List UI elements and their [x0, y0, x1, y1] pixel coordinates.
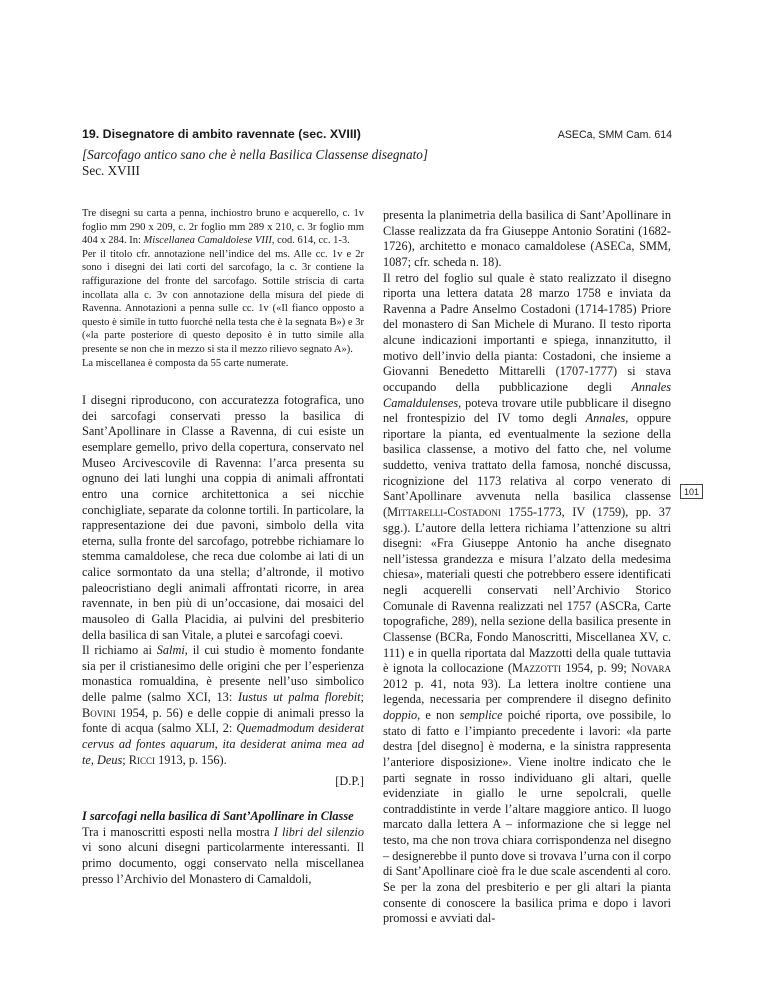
right-paragraph-2: Il retro del foglio sul quale è stato realizzato il disegno riporta una lettera datata 28 marzo 1758 e inviata da Ravenna a Padre Anselmo Costadoni (1714-1785) Priore del monastero di San Michele di Murano. Il testo riporta alcune indicazioni importanti e spiega, innanzitutto, il motivo dell’invio della pianta: Costadoni, che insieme a Giovanni Benedetto Mittarelli (1707-1777) si stava occupando della pubblicazione degli Annales Camaldulenses, poteva trovare utile pubblicare il disegno nel frontespizio del IV tomo degli Annales, oppure riportare la pianta, ed eventualmente la sezione della basilica classense, a motivo del fatto che, nel volume suddetto, veniva trattato della famosa, nonché discussa, ricognizione del 1173 relativa al corpo venerato di Sant’Apollinare avvenuta nella basilica classense (Mittarelli-Costadoni 1755-1773, IV (1759), pp. 37 sgg.). L’autore della lettera richiama l’attenzione su altri disegni: «Fra Giuseppe Antonio ha anche disegnato nell’istessa grandezza e misura l’alzato della medesima chiesa», materiali questi che potrebbero essere identificati negli acquerelli conservati nell’Archivio Storico Comunale di Ravenna realizzati nel 1757 (ASCRa, Carte topografiche, 289), nella sezione della basilica presente in Classense (BCRa, Fondo Manoscritti, Miscellanea XV, c. 111) e in quella riportata dal Mazzotti della quale tuttavia è ignota la collocazione (Mazzotti 1954, p. 99; Novara 2012 p. 41, nota 93). La lettera inoltre contiene una legenda, necessaria per comprendere il disegno definito doppio, e non semplice poiché riporta, ove possibile, lo stato di fatto e l’impianto precedente i lavori: «la parte destra [del disegno] è moderna, e la sinistra rappresenta l’anteriore disposizione». Viene inoltre indicato che le parti segnate in rosso individuano gli altari, quelle evidenziate in giallo le urne sepolcrali, quelle contraddistinte in verde l’altare maggiore antico. Il luogo marcato dalla lettera A – informazione che si legge nel testo, ma che non trova chiara corrispondenza nel disegno – designerebbe il punto dove si trovava l’urna con il corpo di Sant’Apollinare cioè fra le due scale ascendenti al coro. Se per la zona del presbiterio e per gli altari la pianta consente di conoscere la basilica prima e dopo i lavori promossi e avviati dal- — [383, 270, 672, 926]
archive-reference: ASECa, SMM Cam. 614 — [557, 129, 672, 141]
desc-paragraph-1: Tre disegni su carta a penna, inchiostro bruno e acquerello, c. 1v foglio mm 290 x 209, c. 2r foglio mm 289 x 210, c. 3r foglio mm 404 x 284. In: Miscellanea Camaldolese VIII, cod. 614, cc. 1-3. — [82, 208, 364, 247]
right-paragraph-1: presenta la planimetria della basilica di Sant’Apollinare in Classe realizzata da fra Giuseppe Antonio Soratini (1682-1726), architetto e monaco camaldolese (ASECa, SMM, 1087; cfr. scheda n. 18). — [383, 208, 671, 269]
title-row — [82, 127, 672, 141]
desc-paragraph-2: Per il titolo cfr. annotazione nell’indice del ms. Alle cc. 1v e 2r sono i disegni dei lati corti del sarcofago, la c. 3r contiene la raffigurazione del fronte del sarcofago. Sottile striscia di carta incollata alla c. 3v con annotazione della misura del piede di Ravenna. Annotazioni a penna sulle cc. 1v («Il fianco opposto a questo è simile in tutto fuorché nella testa che è la segnata B») e 3r («la parte posteriore di questo deposito è in tutto simile alla presente se non che in mezzo si sta il mezzo rilievo segnato A»). — [82, 248, 364, 355]
body-paragraph-2: Il richiamo ai Salmi, il cui studio è momento fondante sia per il cristianesimo delle origini che per l’esperienza monastica romualdina, è presente nell’uso simbolico delle palme (salmo XCI, 13: Iustus ut palma florebit; Bovini 1954, p. 56) e delle coppie di animali presso la fonte di acqua (salmo XLI, 2: Quemadmodum desiderat cervus ad fontes aquarum, ita desiderat anima mea ad te, Deus; Ricci 1913, p. 156). — [82, 643, 364, 767]
body-paragraph-1: I disegni riproducono, con accuratezza fotografica, uno dei sarcofagi conservati presso la basilica di Sant’Apollinare in Classe a Ravenna, di cui esiste un esemplare gemello, privo della copertura, conservato nel Museo Arcivescovile di Ravenna: l’arca presenta su ognuno dei lati lunghi una coppia di animali affrontati entro una cornice architettonica a sei nicchie conchigliate, separate da colonne tortili. In particolare, la rappresentazione dei due pavoni, simbolo della vita eterna, sulla fronte del sarcofago, potrebbe richiamare lo stemma camaldolese, che reca due colombe ai lati di un calice sormontato da una stella; d’altronde, il motivo paleocristiano degli animali affrontati ricorre, in area ravennate, in ben più di un’occasione, dai mosaici del mausoleo di Galla Placidia, ai pulvini del presbiterio della basilica di san Vitale, a plutei e sarcofagi coevi. — [82, 393, 364, 642]
section-title: I sarcofagi nella basilica di Sant’Apollinare in Classe — [82, 809, 354, 824]
entry-date: Sec. XVIII — [82, 163, 140, 179]
page-number: 101 — [680, 484, 703, 499]
entry-subtitle: [Sarcofago antico sano che è nella Basilica Classense disegnato] — [82, 147, 429, 162]
miscellanea-title: Miscellanea Camaldolese VIII — [143, 235, 272, 247]
desc-paragraph-3: La miscellanea è composta da 55 carte numerate. — [82, 357, 289, 369]
entry-header — [82, 127, 672, 179]
commentary — [82, 393, 364, 887]
entry-title: 19. Disegnatore di ambito ravennate (sec. XVIII) — [82, 127, 361, 141]
right-column — [383, 208, 671, 927]
author-signature: [D.P.] — [335, 774, 364, 789]
left-column — [82, 207, 364, 887]
technical-description — [82, 207, 364, 370]
body-paragraph-3: Tra i manoscritti esposti nella mostra I libri del silenzio vi sono alcuni disegni particolarmente interessanti. Il primo documento, oggi conservato nella miscellanea presso l’Archivio del Monastero di Camaldoli, — [82, 824, 365, 886]
